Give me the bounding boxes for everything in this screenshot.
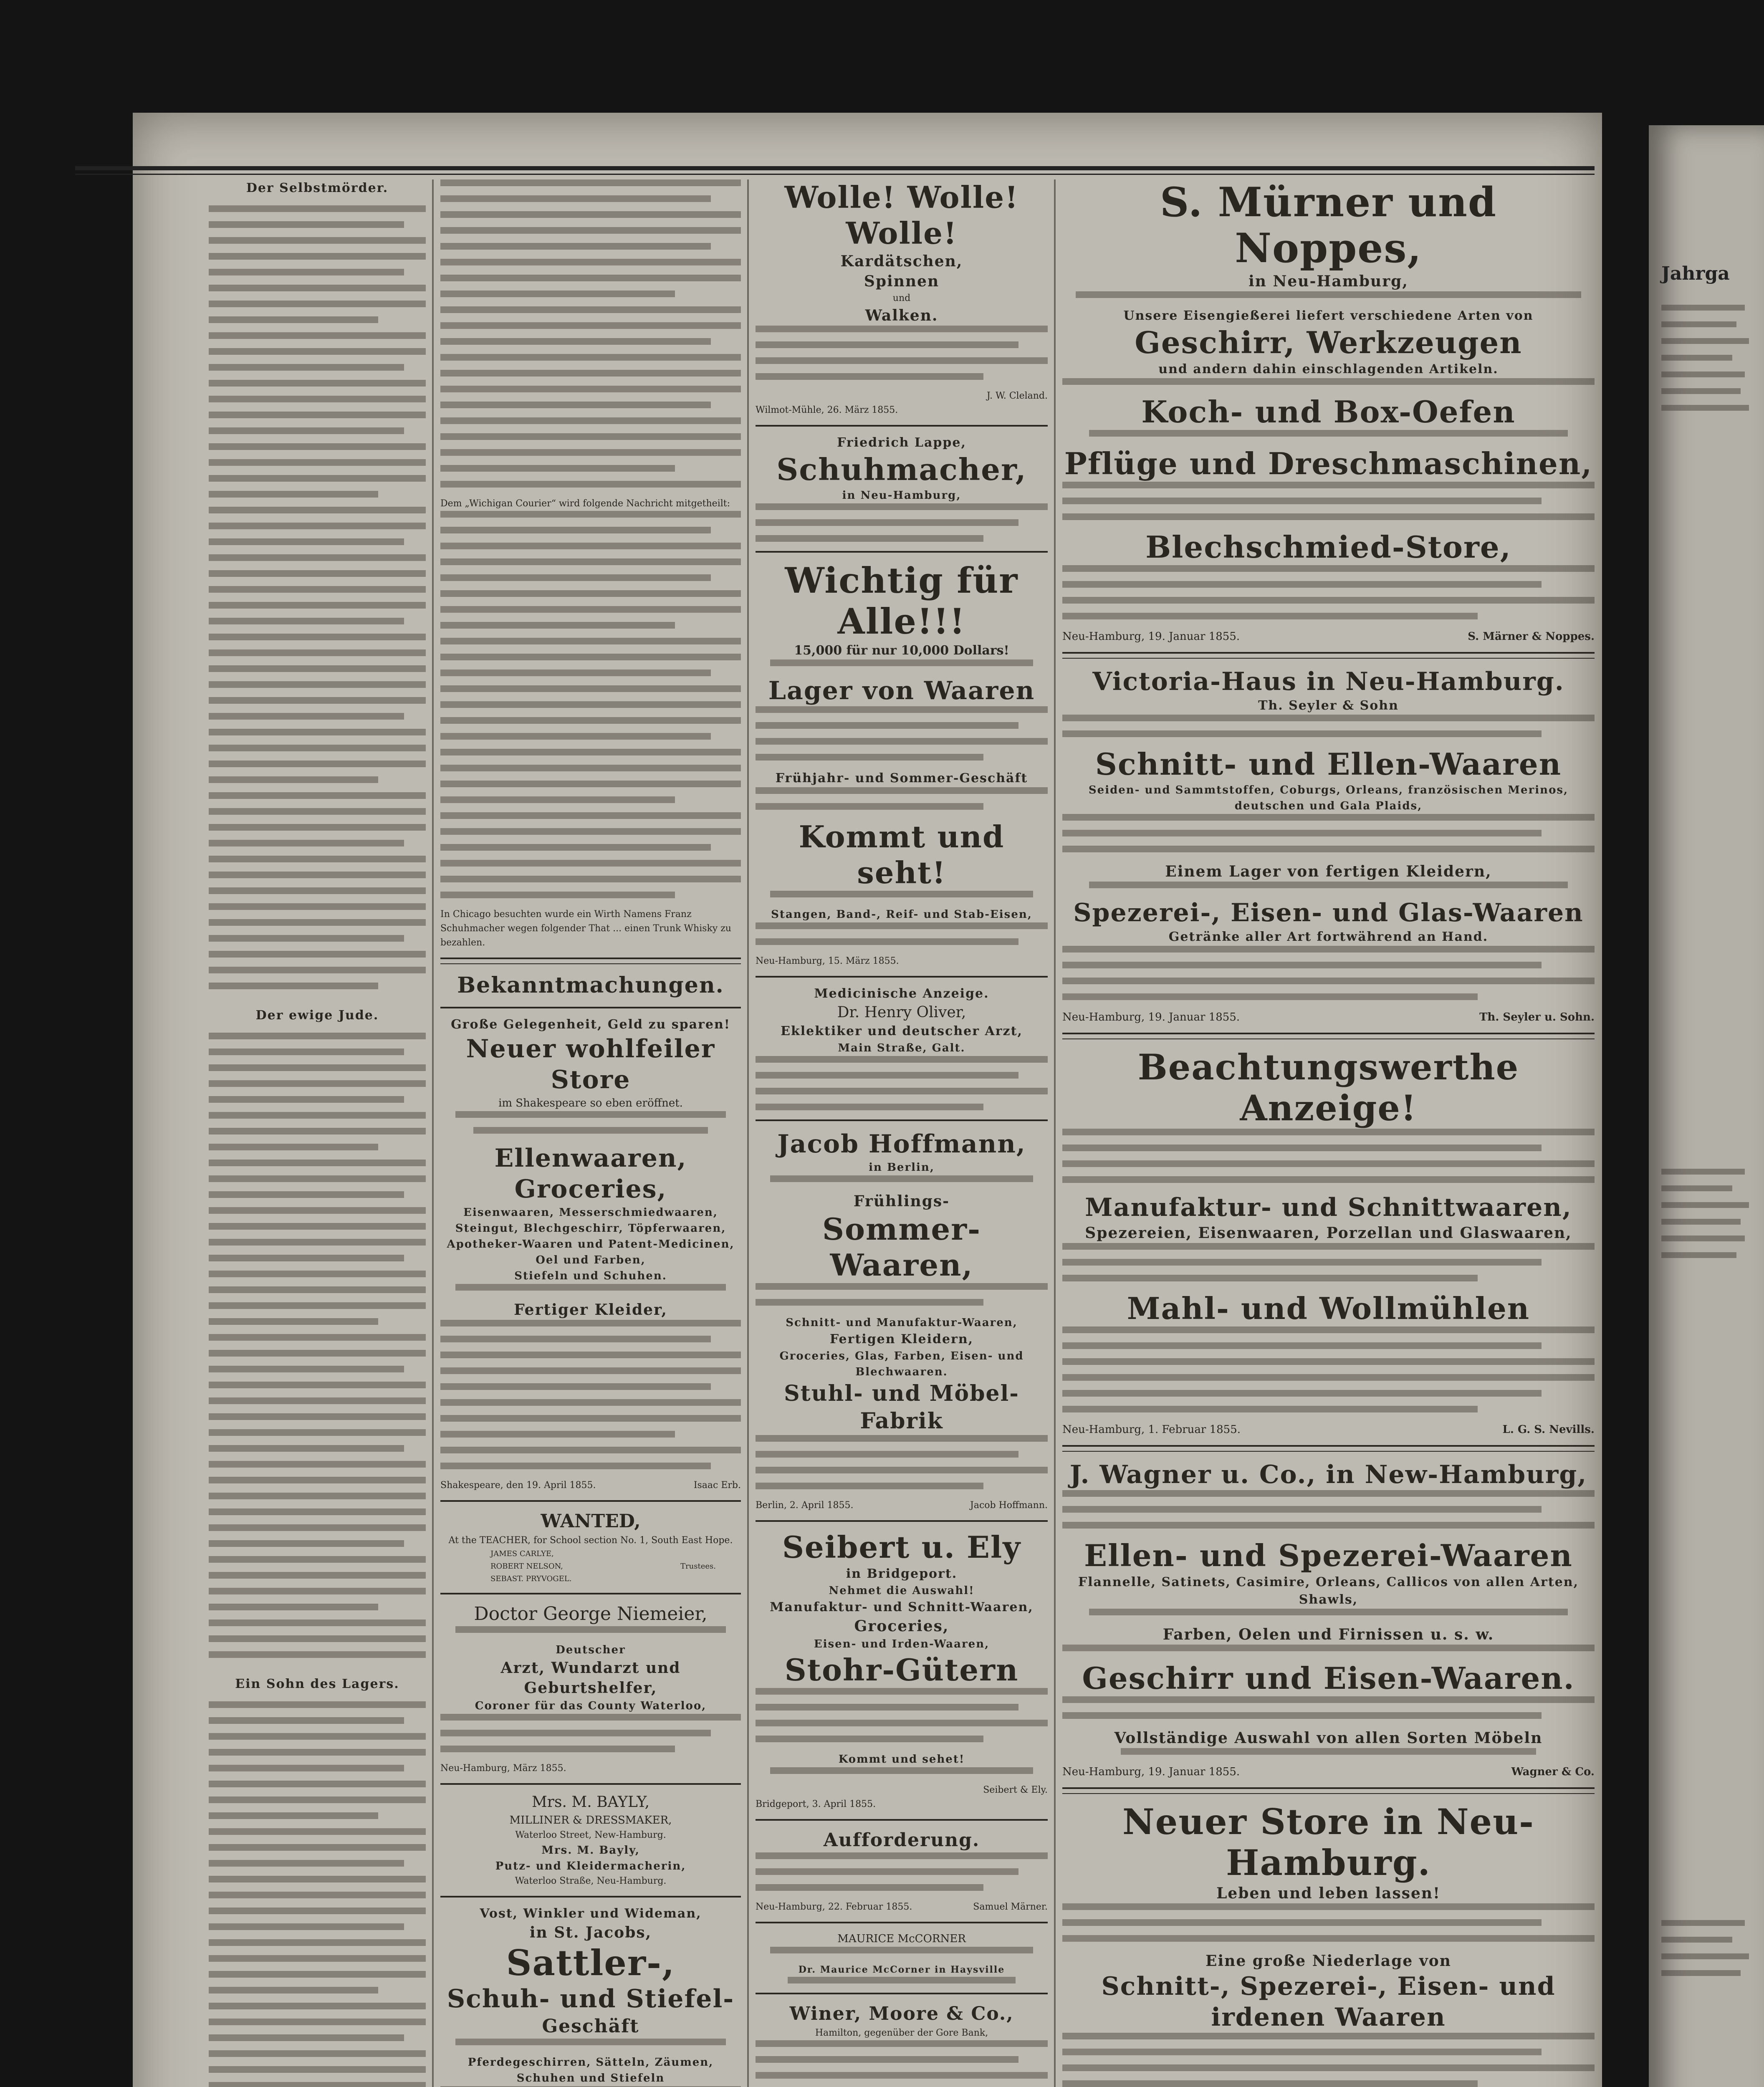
stub-text-line — [1661, 1236, 1745, 1241]
ad-title: Manufaktur- und Schnittwaaren, — [1085, 1193, 1572, 1222]
ad-date: Wilmot-Mühle, 26. März 1855. — [756, 405, 898, 415]
stub-text-line — [1661, 1169, 1745, 1175]
article-heading: Ein Sohn des Lagers. — [235, 1677, 399, 1691]
article-body — [209, 205, 426, 989]
ad-title: WANTED, — [541, 1511, 641, 1532]
column-separator — [1054, 179, 1056, 2087]
ad-title: MAURICE McCORNER — [837, 1933, 966, 1945]
section-heading: Bekanntmachungen. — [457, 973, 724, 998]
ad-line: in St. Jacobs, — [529, 1924, 652, 1941]
ad-title: Seibert u. Ely — [782, 1529, 1021, 1565]
ad-title: Spezerei-, Eisen- und Glas-Waaren — [1073, 898, 1584, 927]
ad-date: Bridgeport, 3. April 1855. — [756, 1799, 876, 1809]
section-heading: Medicinische Anzeige. — [814, 986, 989, 1001]
ad-title: Schuhmacher, — [776, 452, 1027, 487]
adjacent-page-edge — [1649, 125, 1764, 2087]
ad-signature-row — [1062, 1422, 1595, 1438]
news-item-intro: In Chicago besuchten wurde ein Wirth Namens Franz Schuhmacher wegen folgender That ... einen Trunk Whisky zu bezahlen. — [440, 909, 731, 948]
stub-text-line — [1661, 1937, 1732, 1943]
ad-title: Beachtungswerthe Anzeige! — [1137, 1046, 1519, 1129]
ad-signature: J. W. Cleland. — [986, 391, 1048, 401]
article-body — [209, 1033, 426, 1658]
stub-text-line — [1661, 1252, 1736, 1258]
ad-title: Mrs. M. BAYLY, — [531, 1794, 650, 1811]
ad-signature: Samuel Märner. — [973, 1902, 1048, 1912]
article-body — [440, 179, 741, 488]
ad-signature: Wagner & Co. — [1511, 1766, 1595, 1778]
ad-date: Neu-Hamburg, März 1855. — [440, 1763, 566, 1774]
ad-title: Schuh- und Stiefel- — [447, 1984, 735, 2014]
ad-line: Eine große Niederlage von — [1205, 1952, 1451, 1970]
ad-line: Deutscher — [556, 1644, 626, 1656]
ad-line: Nehmet die Auswahl! — [829, 1584, 975, 1597]
article-body — [209, 1701, 426, 2087]
ad-date: Neu-Hamburg, 22. Februar 1855. — [756, 1902, 912, 1912]
ad-title: Ellen- und Spezerei-Waaren — [1084, 1538, 1573, 1573]
ad-title: S. Mürner und Noppes, — [1160, 179, 1497, 272]
ad-title: Stuhl- und Möbel-Fabrik — [784, 1381, 1019, 1434]
stub-text-line — [1661, 338, 1749, 344]
ad-date: Neu-Hamburg, 19. Januar 1855. — [1062, 630, 1240, 643]
ad-title: Lager von Waaren — [768, 676, 1035, 705]
stub-text-line — [1661, 405, 1749, 411]
stub-text-line — [1661, 305, 1745, 311]
stub-text-line — [1661, 1219, 1741, 1225]
ad-line: Waterloo Street, New-Hamburg. — [515, 1830, 666, 1840]
ad-title: Schnitt- und Ellen-Waaren — [1095, 746, 1562, 782]
ad-title: Koch- und Box-Oefen — [1141, 394, 1516, 430]
ad-line: Coroner für das County Waterloo, — [475, 1700, 707, 1712]
ad-line: Einem Lager von fertigen Kleidern, — [1165, 863, 1492, 880]
ad-title: Victoria-Haus in Neu-Hamburg. — [1092, 667, 1564, 696]
ad-title: Aufforderung. — [823, 1829, 980, 1851]
stub-text-line — [1661, 371, 1745, 377]
top-rule-thin — [75, 174, 1595, 175]
ad-signature-row — [1062, 629, 1595, 644]
ad-line: Oel und Farben, — [536, 1254, 646, 1266]
ad-line: Main Straße, Galt. — [838, 1042, 965, 1054]
ad-signature-row — [1062, 1009, 1595, 1025]
ad-line: im Shakespeare so eben eröffnet. — [498, 1097, 683, 1109]
ad-title: Sommer-Waaren, — [822, 1211, 981, 1283]
ad-line: Groceries, — [854, 1617, 949, 1635]
ad-signature: Jacob Hoffmann. — [970, 1500, 1048, 1511]
ad-line: Eisen- und Irden-Waaren, — [814, 1638, 990, 1650]
ad-signature: Th. Seyler u. Sohn. — [1479, 1011, 1595, 1023]
ad-line: Frühjahr- und Sommer-Geschäft — [775, 771, 1028, 786]
stub-text-line — [1661, 355, 1732, 361]
trustee-name: SEBAST. PRYVOGEL. — [490, 1574, 572, 1583]
ad-line: Arzt, Wundarzt und Geburtshelfer, — [500, 1659, 681, 1697]
column-1 — [209, 179, 426, 2087]
ad-line: in Bridgeport. — [846, 1567, 958, 1581]
ad-signature: L. G. S. Nevills. — [1502, 1423, 1595, 1436]
ad-title: Winer, Moore & Co., — [789, 2003, 1014, 2024]
stub-text-line — [1661, 321, 1736, 327]
article-heading: Der ewige Jude. — [255, 1008, 379, 1023]
ad-line: Farben, Oelen und Firnissen u. s. w. — [1163, 1626, 1494, 1643]
article-body — [440, 511, 741, 898]
ad-signature-row — [440, 1478, 741, 1493]
ad-line: Pferdegeschirren, Sätteln, Zäumen, Schuhen und Stiefeln — [468, 2056, 714, 2084]
ad-title: Geschirr und Eisen-Waaren. — [1082, 1660, 1575, 1696]
ad-line: Fertiger Kleider, — [514, 1301, 667, 1319]
ad-line: in Neu-Hamburg, — [842, 489, 961, 502]
ad-title: Geschirr, Werkzeugen — [1135, 325, 1522, 360]
ad-title: J. Wagner u. Co., in New-Hamburg, — [1069, 1460, 1587, 1489]
ad-signature: Isaac Erb. — [693, 1480, 741, 1491]
ad-title: Kommt und seht! — [799, 819, 1005, 890]
ad-title: Jacob Hoffmann, — [777, 1129, 1026, 1159]
ad-signature-row — [756, 1498, 1048, 1513]
stub-text-line — [1661, 1920, 1745, 1926]
ad-line: Groceries, Glas, Farben, Eisen- und Blechwaaren. — [779, 1350, 1024, 1378]
ad-line: Kommt und sehet! — [838, 1753, 965, 1766]
ad-signature-row — [440, 1548, 741, 1585]
ad-line: Dr. Maurice McCorner in Haysville — [798, 1964, 1005, 1975]
ad-line: Friedrich Lappe, — [837, 435, 966, 450]
stub-heading: Jahrga — [1661, 263, 1730, 284]
ad-line: Eisenwaaren, Messerschmiedwaaren, Steingut, Blechgeschirr, Töpferwaaren, — [455, 1206, 726, 1235]
column-separator — [747, 179, 749, 2087]
ad-line: Spezereien, Eisenwaaren, Porzellan und Glaswaaren, — [1085, 1224, 1572, 1242]
ad-line: Walken. — [865, 307, 938, 324]
ad-title: Geschäft — [542, 2016, 639, 2037]
ad-line: Kardätschen, — [840, 253, 963, 270]
trustee-name: ROBERT NELSON, — [490, 1562, 563, 1571]
ad-title: Pflüge und Dreschmaschinen, — [1064, 446, 1593, 481]
column-2 — [440, 179, 741, 2087]
stub-text-line — [1661, 1953, 1749, 1959]
ad-title: Mahl- und Wollmühlen — [1127, 1291, 1530, 1326]
ad-signature: Seibert & Ely. — [983, 1785, 1048, 1795]
ad-title: Doctor George Niemeier, — [474, 1603, 708, 1625]
ad-date: Neu-Hamburg, 19. Januar 1855. — [1062, 1011, 1240, 1023]
ad-line: Getränke aller Art fortwährend an Hand. — [1168, 930, 1489, 944]
ad-line: Stangen, Band-, Reif- und Stab-Eisen, — [771, 908, 1032, 921]
article-heading: Der Selbstmörder. — [246, 181, 389, 195]
ad-line: Th. Seyler & Sohn — [1258, 698, 1399, 713]
ad-title: Wichtig für Alle!!! — [785, 560, 1018, 642]
ad-line: Spinnen — [864, 273, 940, 290]
trustee-role: Trustees. — [680, 1562, 716, 1571]
stub-text-line — [1661, 388, 1741, 394]
ad-title: Schnitt-, Spezerei-, Eisen- und irdenen Waaren — [1101, 1972, 1556, 2032]
top-rule — [75, 166, 1595, 170]
ad-title: Stohr-Gütern — [784, 1652, 1019, 1688]
ad-title: Neuer Store in Neu-Hamburg. — [1122, 1801, 1535, 1883]
ad-line: Leben und leben lassen! — [1216, 1885, 1441, 1902]
ad-line: Fertigen Kleidern, — [829, 1332, 974, 1347]
ad-line: Manufaktur- und Schnitt-Waaren, — [770, 1600, 1034, 1615]
ad-title: Dr. Henry Oliver, — [837, 1004, 966, 1021]
ad-line: MILLINER & DRESSMAKER, — [509, 1814, 672, 1827]
ad-line: At the TEACHER, for School section No. 1, South East Hope. — [448, 1535, 733, 1546]
ad-date: Neu-Hamburg, 19. Januar 1855. — [1062, 1766, 1240, 1778]
ad-date: Neu-Hamburg, 1. Februar 1855. — [1062, 1423, 1241, 1436]
ad-title: Ellenwaaren, Groceries, — [494, 1144, 687, 1204]
column-separator — [432, 179, 434, 2087]
ad-line: Waterloo Straße, Neu-Hamburg. — [515, 1876, 667, 1886]
ad-date: Shakespeare, den 19. April 1855. — [440, 1480, 596, 1491]
news-item-intro: Dem „Wichigan Courier“ wird folgende Nachricht mitgetheilt: — [440, 498, 730, 509]
ad-signature: S. Märner & Noppes. — [1468, 630, 1595, 643]
ad-line: und — [892, 293, 911, 303]
ad-line: und andern dahin einschlagenden Artikeln. — [1158, 362, 1499, 376]
ad-line: in Berlin, — [869, 1161, 935, 1174]
ad-line: Flannelle, Satinets, Casimire, Orleans, Callicos von allen Arten, Shawls, — [1078, 1575, 1579, 1607]
ad-line: Schnitt- und Manufaktur-Waaren, — [786, 1316, 1018, 1329]
stub-text-line — [1661, 1185, 1732, 1191]
ad-title: Sattler-, — [506, 1942, 675, 1983]
ad-kicker: Große Gelegenheit, Geld zu sparen! — [451, 1017, 730, 1032]
ad-line: Mrs. M. Bayly, — [541, 1844, 640, 1857]
ad-line: Stiefeln und Schuhen. — [514, 1270, 667, 1282]
ad-line: Frühlings- — [853, 1193, 950, 1210]
stub-text-line — [1661, 1970, 1741, 1976]
ad-signature-row — [1062, 1764, 1595, 1780]
ad-line: Hamilton, gegenüber der Gore Bank, — [815, 2028, 988, 2038]
ad-date: Neu-Hamburg, 15. März 1855. — [756, 956, 899, 966]
ad-date: Berlin, 2. April 1855. — [756, 1500, 854, 1511]
ad-title: Wolle! Wolle! Wolle! — [784, 179, 1019, 251]
trustee-name: JAMES CARLYE, — [490, 1549, 554, 1558]
ad-title: Neuer wohlfeiler Store — [466, 1034, 715, 1094]
ad-line: in Neu-Hamburg, — [1248, 273, 1408, 290]
ad-line: Eklektiker und deutscher Arzt, — [781, 1024, 1023, 1038]
stub-text-line — [1661, 1202, 1749, 1208]
ad-line: Vollständige Auswahl von allen Sorten Möbeln — [1114, 1729, 1543, 1747]
ad-line: Vost, Winkler und Wideman, — [480, 1906, 702, 1921]
ad-line: 15,000 für nur 10,000 Dollars! — [794, 643, 1009, 658]
ad-signature-row — [756, 1900, 1048, 1914]
ad-line: Apotheker-Waaren und Patent-Medicinen, — [447, 1238, 735, 1251]
column-3 — [756, 179, 1048, 2087]
ad-line: Unsere Eisengießerei liefert verschiedene Arten von — [1123, 308, 1534, 323]
ad-line: Seiden- und Sammtstoffen, Coburgs, Orleans, französischen Merinos, deutschen und Gala Plaids, — [1088, 784, 1569, 812]
column-4 — [1062, 179, 1595, 2087]
ad-line: Putz- und Kleidermacherin, — [495, 1860, 686, 1872]
ad-title: Blechschmied-Store, — [1145, 529, 1511, 565]
